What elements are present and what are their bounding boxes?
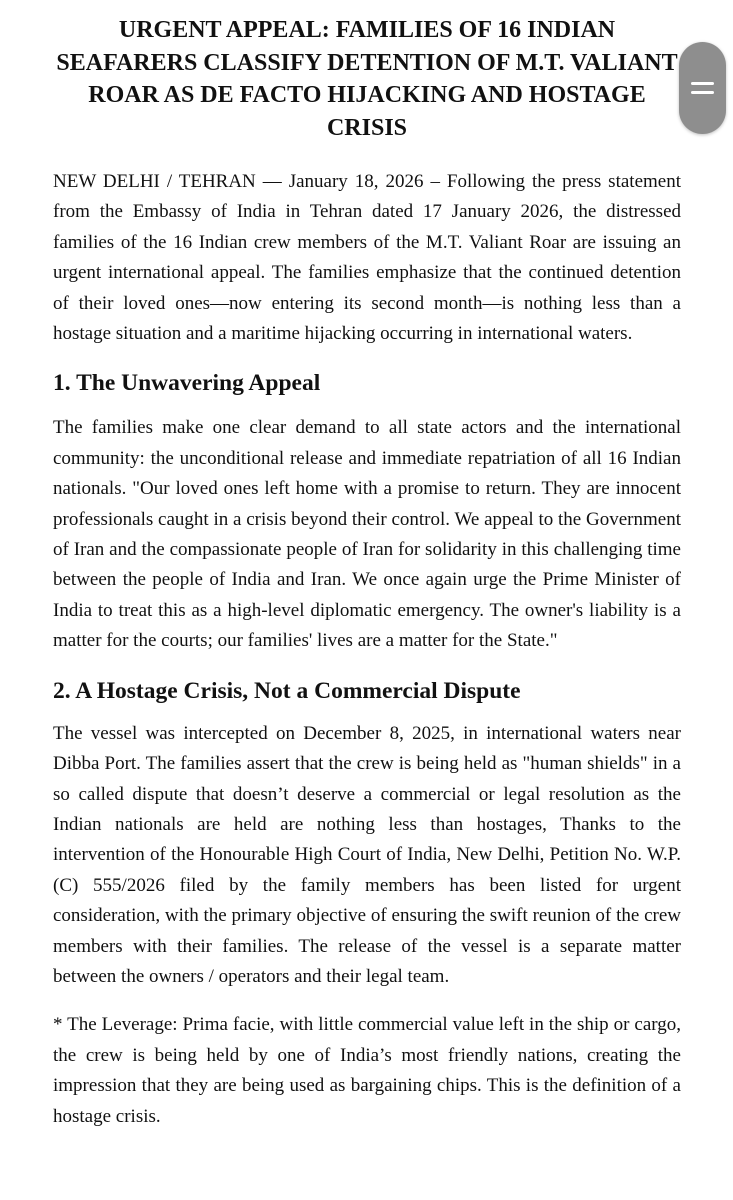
section-heading-unwavering-appeal: 1. The Unwavering Appeal (53, 370, 321, 397)
document-title: URGENT APPEAL: FAMILIES OF 16 INDIAN SEAFARERS CLASSIFY DETENTION OF M.T. VALIANT ROAR AS DE FACTO HIJACKING AND HOSTAGE CRISIS (56, 17, 678, 141)
scroll-handle[interactable] (679, 42, 726, 134)
leverage-note: * The Leverage: Prima facie, with little commercial value left in the ship or cargo, the crew is being held by one of India’s most friendly nations, creating the impression that they are being used as bargaining chips. This is the definition of a hostage crisis. (53, 1014, 681, 1127)
drag-handle-icon (691, 91, 714, 94)
section-heading-hostage-crisis: 2. A Hostage Crisis, Not a Commercial Dispute (53, 677, 521, 704)
drag-handle-icon (691, 82, 714, 85)
section-body-hostage-crisis: The vessel was intercepted on December 8, 2025, in international waters near Dibba Port. The families assert that the crew is being held as "human shields" in a so called dispute that doesn’t deserve a commercial or legal resolution as the Indian nationals are held are nothing less than hostages, Thanks to the intervention of the Honourable High Court of India, New Delhi, Petition No. W.P.(C) 555/2026 filed by the family members has been listed for urgent consideration, with the primary objective of ensuring the swift reunion of the crew members with their families. The release of the vessel is a separate matter between the owners / operators and their legal team. (53, 722, 681, 987)
section-body-unwavering-appeal: The families make one clear demand to all state actors and the international community: the unconditional release and immediate repatriation of all 16 Indian nationals. "Our loved ones left home with a promise to return. They are innocent professionals caught in a crisis beyond their control. We appeal to the Government of Iran and the compassionate people of Iran for solidarity in this challenging time between the people of India and Iran. We once again urge the Prime Minister of India to treat this as a high-level diplomatic emergency. The owner's liability is a matter for the courts; our families' lives are a matter for the State." (53, 417, 681, 652)
intro-paragraph: NEW DELHI / TEHRAN — January 18, 2026 – Following the press statement from the Embassy of India in Tehran dated 17 January 2026, the distressed families of the 16 Indian crew members of the M.T. Valiant Roar are issuing an urgent international appeal. The families emphasize that the continued detention of their loved ones—now entering its second month—is nothing less than a hostage situation and a maritime hijacking occurring in international waters. (53, 171, 681, 345)
